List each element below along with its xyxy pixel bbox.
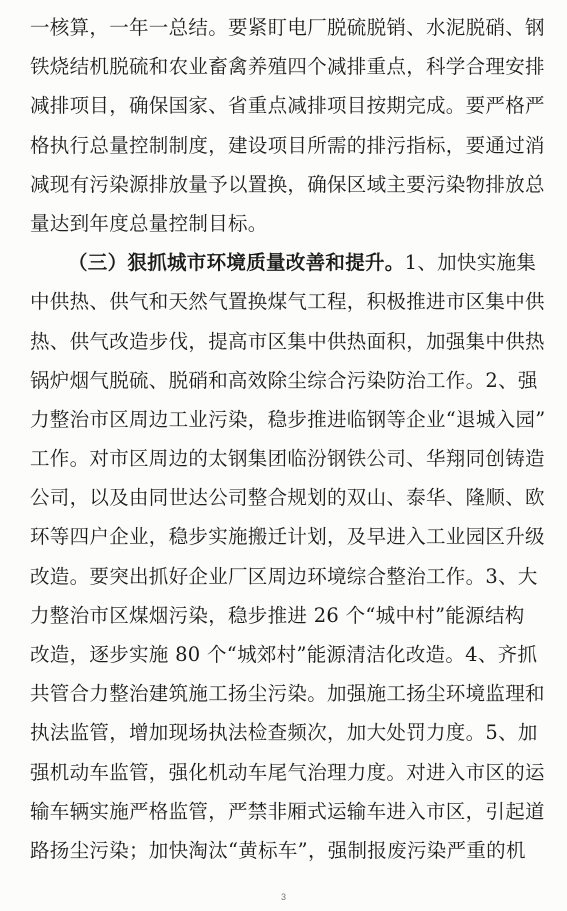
text-line: 路扬尘污染；加快淘汰“黄标车”，强制报废污染严重的机	[30, 838, 526, 862]
text-line: 公司，以及由同世达公司整合规划的双山、泰华、隆顺、欧	[30, 486, 545, 510]
section-heading: （三）狠抓城市环境质量改善和提升。	[68, 251, 405, 275]
text-line: 执法监管，增加现场执法检查频次，加大处罚力度。5、加	[30, 721, 538, 745]
text-line: 力整治市区煤烟污染，稳步推进 26 个“城中村”能源结构	[30, 603, 525, 627]
text-line: 中供热、供气和天然气置换煤气工程，积极推进市区集中供	[30, 290, 545, 314]
text-line: 铁烧结机脱硫和农业畜禽养殖四个减排重点，科学合理安排	[30, 55, 545, 79]
text-line: 减排项目，确保国家、省重点减排项目按期完成。要严格严	[30, 94, 545, 118]
text-line: 锅炉烟气脱硫、脱硝和高效除尘综合污染防治工作。2、强	[30, 368, 538, 392]
text-line: 格执行总量控制制度，建设项目所需的排污指标，要通过消	[30, 133, 545, 157]
text-line: 量达到年度总量控制目标。	[30, 211, 268, 235]
page-number: 3	[280, 892, 286, 902]
section-first-line	[30, 243, 538, 282]
text-line: 减现有污染源排放量予以置换，确保区域主要污染物排放总	[30, 172, 545, 196]
text-line: 力整治市区周边工业污染，稳步推进临钢等企业“退城入园”	[30, 407, 546, 431]
text-line: 共管合力整治建筑施工扬尘污染。加强施工扬尘环境监理和	[30, 682, 545, 706]
body-text	[30, 8, 546, 870]
text-line: 改造，逐步实施 80 个“城郊村”能源清洁化改造。4、齐抓	[30, 643, 538, 666]
text-line: 热、供气改造步伐，提高市区集中供热面积，加强集中供热	[30, 329, 545, 353]
section-first-line-rest: 1、加快实施集	[404, 251, 537, 275]
text-line: 强机动车监管，强化机动车尾气治理力度。对进入市区的运	[30, 760, 545, 784]
text-line: 一核算，一年一总结。要紧盯电厂脱硫脱销、水泥脱硝、钢	[30, 16, 545, 39]
text-line: 改造。要突出抓好企业厂区周边环境综合整治工作。3、大	[30, 564, 538, 588]
text-line: 环等四户企业，稳步实施搬迁计划，及早进入工业园区升级	[30, 525, 545, 549]
text-line: 输车辆实施严格监管，严禁非厢式运输车进入市区，引起道	[30, 799, 545, 823]
text-line: 工作。对市区周边的太钢集团临汾钢铁公司、华翔同创铸造	[30, 447, 545, 471]
